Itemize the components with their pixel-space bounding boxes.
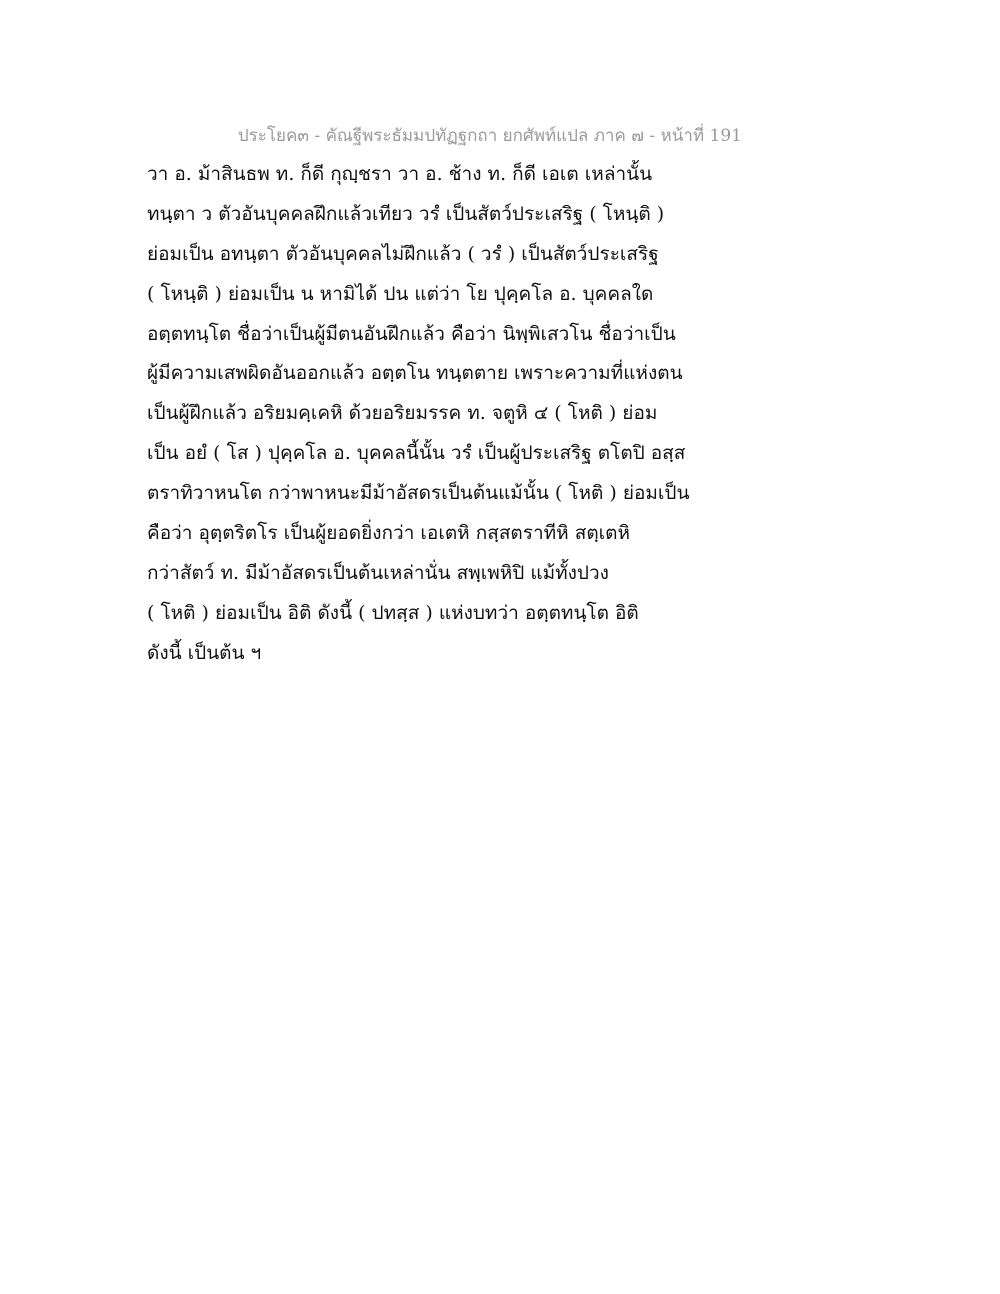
text-line: วา อ. ม้าสินธพ ท. ก็ดี กุญฺชรา วา อ. ช้าง ท. ก็ดี เอเต เหล่านั้น [147,163,653,185]
text-line: อตฺตทนฺโต ชื่อว่าเป็นผู้มีตนอันฝึกแล้ว คือว่า นิพฺพิเสวโน ชื่อว่าเป็น [147,322,676,345]
text-line: ย่อมเป็น อทนฺตา ตัวอันบุคคลไม่ฝึกแล้ว ( วรํ ) เป็นสัตว์ประเสริฐ [147,242,659,265]
body-text [147,158,747,677]
text-line: ผู้มีความเสพผิดอันออกแล้ว อตฺตโน ทนฺตตาย เพราะความที่แห่งตน [147,362,683,385]
text-line: คือว่า อุตฺตริตโร เป็นผู้ยอดยิ่งกว่า เอเตหิ กสฺสตราทีหิ สตฺเตหิ [147,522,631,545]
running-header: ประโยค๓ - คัณฐีพระธัมมปทัฏฐกถา ยกศัพท์แปล ภาค ๗ - หน้าที่ 191 [237,126,742,146]
text-line: ( โหติ ) ย่อมเป็น อิติ ดังนี้ ( ปทสฺส ) แห่งบทว่า อตฺตทนฺโต อิติ [147,601,639,624]
text-line: เป็น อยํ ( โส ) ปุคฺคโล อ. บุคคลนี้นั้น วรํ เป็นผู้ประเสริฐ ตโตปิ อสฺส [147,442,686,465]
text-line: เป็นผู้ฝึกแล้ว อริยมคฺเคหิ ด้วยอริยมรรค ท. จตูหิ ๔ ( โหติ ) ย่อม [147,402,658,425]
text-line: ทนฺตา ว ตัวอันบุคคลฝึกแล้วเทียว วรํ เป็นสัตว์ประเสริฐ ( โหนฺติ ) [147,202,665,225]
text-line: กว่าสัตว์ ท. มีม้าอัสดรเป็นต้นเหล่านั่น สพฺเพหิปิ แม้ทั้งปวง [147,561,609,584]
text-line: ( โหนฺติ ) ย่อมเป็น น หามิได้ ปน แต่ว่า โย ปุคฺคโล อ. บุคคลใด [147,282,654,305]
text-line: ดังนี้ เป็นต้น ฯ [147,641,262,664]
text-line: ตราทิวาหนโต กว่าพาหนะมีม้าอัสดรเป็นต้นแม้นั้น ( โหติ ) ย่อมเป็น [147,482,690,505]
